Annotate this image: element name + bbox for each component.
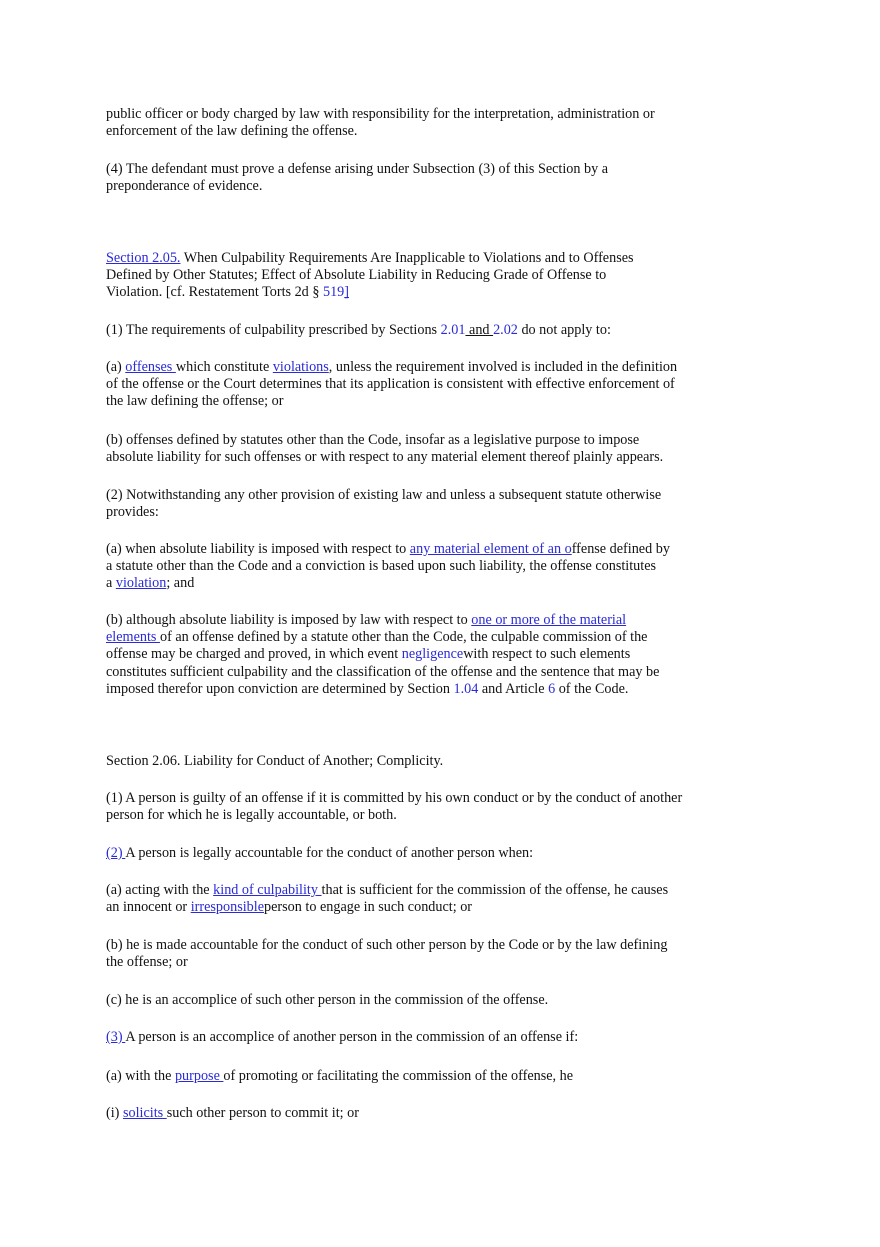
text-segment: of promoting or facilitating the commission of the offense, he (223, 1068, 574, 1084)
text-line: public officer or body charged by law with responsibility for the interpretation, administration or (106, 106, 655, 122)
paragraph-2-05-1b (106, 432, 726, 466)
section-2-06-heading (106, 753, 726, 770)
text-segment: and Article (478, 680, 549, 697)
section-2-02-link[interactable]: 2.02 (493, 322, 518, 338)
negligence-link[interactable]: negligence (401, 646, 464, 663)
subsection-2-link[interactable]: (2) (106, 845, 126, 861)
text-segment: with respect to such elements (463, 646, 631, 663)
text-segment: an innocent or (106, 899, 191, 916)
paragraph-2-05-2b (106, 612, 726, 698)
paragraph-subsection-4 (106, 161, 726, 195)
text-segment: (a) (106, 359, 126, 375)
text-segment: a (106, 575, 116, 592)
text-line: (c) he is an accomplice of such other person in the commission of the offense. (106, 992, 549, 1008)
paragraph-2-05-1 (106, 322, 726, 339)
violation-link[interactable]: violation (115, 575, 167, 592)
text-segment: such other person to commit it; or (166, 1105, 359, 1121)
text-segment: which constitute (175, 359, 273, 375)
section-2-05-heading (106, 250, 726, 302)
text-line: (b) offenses defined by statutes other than the Code, insofar as a legislative purpose to impose (106, 432, 640, 448)
material-elements-link[interactable]: one or more of the material (471, 612, 627, 628)
text-segment: (b) although absolute liability is imposed by law with respect to (106, 612, 472, 628)
paragraph-2-06-1 (106, 790, 726, 824)
text-segment: (a) with the (106, 1068, 175, 1084)
text-line: (2) Notwithstanding any other provision of existing law and unless a subsequent statute otherwise (106, 487, 662, 503)
text-line: (b) he is made accountable for the conduct of such other person by the Code or by the law defining (106, 937, 668, 953)
text-segment: imposed therefor upon conviction are determined by Section (106, 680, 454, 697)
text-line: person for which he is legally accountable, or both. (106, 807, 397, 824)
text-line: the law defining the offense; or (106, 393, 284, 410)
kind-of-culpability-link[interactable]: kind of culpability (213, 882, 322, 898)
text-line: constitutes sufficient culpability and the classification of the offense and the sentence that may be (106, 663, 660, 680)
text-line: absolute liability for such offenses or with respect to any material element thereof plainly appears. (106, 449, 664, 466)
paragraph-2-06-2 (106, 845, 726, 862)
text-segment: (1) The requirements of culpability prescribed by Sections (106, 322, 441, 338)
text-line: a statute other than the Code and a conviction is based upon such liability, the offense constitutes (106, 558, 657, 575)
section-2-01-link[interactable]: 2.01 (440, 322, 466, 338)
paragraph-continuation (106, 106, 726, 140)
paragraph-2-06-2c (106, 992, 726, 1009)
text-line: provides: (106, 504, 159, 521)
bracket-close: ] (344, 284, 349, 301)
text-line: (4) The defendant must prove a defense arising under Subsection (3) of this Section by a (106, 161, 609, 177)
paragraph-2-05-2a (106, 541, 726, 593)
purpose-link[interactable]: purpose (174, 1068, 224, 1084)
offenses-link[interactable]: offenses (125, 359, 176, 375)
text-segment: ; and (166, 575, 195, 592)
text-segment: (a) acting with the (106, 882, 214, 898)
text-line: (1) A person is guilty of an offense if it is committed by his own conduct or by the conduct of another (106, 790, 683, 806)
text-segment: A person is an accomplice of another person in the commission of an offense if: (125, 1029, 579, 1045)
text-segment: A person is legally accountable for the conduct of another person when: (125, 845, 534, 861)
paragraph-2-06-3 (106, 1029, 726, 1046)
violations-link[interactable]: violations (272, 359, 329, 375)
text-segment: do not apply to: (517, 322, 611, 338)
text-line: the offense; or (106, 954, 188, 971)
heading-text: Section 2.06. Liability for Conduct of Another; Complicity. (106, 753, 444, 769)
paragraph-2-05-2 (106, 487, 726, 521)
text-segment: of an offense defined by a statute other than the Code, the culpable commission of the (159, 629, 648, 646)
heading-text: Defined by Other Statutes; Effect of Absolute Liability in Reducing Grade of Offense to (106, 267, 607, 284)
text-line: preponderance of evidence. (106, 178, 263, 195)
paragraph-2-06-3a-i (106, 1105, 726, 1122)
section-1-04-link[interactable]: 1.04 (453, 680, 479, 697)
paragraph-2-06-2b (106, 937, 726, 971)
text-segment: (a) when absolute liability is imposed with respect to (106, 541, 410, 557)
solicits-link[interactable]: solicits (122, 1105, 167, 1121)
text-segment: (i) (106, 1105, 123, 1121)
heading-text: When Culpability Requirements Are Inapplicable to Violations and to Offenses (180, 250, 634, 266)
material-element-link[interactable]: any material element of an o (409, 541, 572, 557)
paragraph-2-06-2a (106, 882, 726, 916)
text-segment: that is sufficient for the commission of the offense, he causes (321, 882, 669, 898)
article-6-link[interactable]: 6 (548, 680, 556, 697)
text-segment: person to engage in such conduct; or (264, 899, 473, 916)
text-segment: ffense defined by (571, 541, 670, 557)
subsection-3-link[interactable]: (3) (106, 1029, 126, 1045)
text-segment: of the Code. (555, 680, 629, 697)
paragraph-2-05-1a (106, 359, 726, 411)
section-2-05-link[interactable]: Section 2.05. (106, 250, 181, 266)
text-line: of the offense or the Court determines that its application is consistent with effective enforcement of (106, 376, 675, 393)
heading-text: Violation. [cf. Restatement Torts 2d § (106, 284, 323, 301)
text-line: enforcement of the law defining the offense. (106, 123, 358, 140)
restatement-519-link[interactable]: 519 (322, 284, 345, 301)
text-segment: , unless the requirement involved is included in the definition (328, 359, 678, 375)
text-segment: offense may be charged and proved, in which event (106, 646, 402, 663)
irresponsible-link[interactable]: irresponsible (190, 899, 264, 916)
text-segment: and (465, 322, 494, 338)
elements-link[interactable]: elements (106, 629, 160, 646)
paragraph-2-06-3a (106, 1068, 726, 1085)
